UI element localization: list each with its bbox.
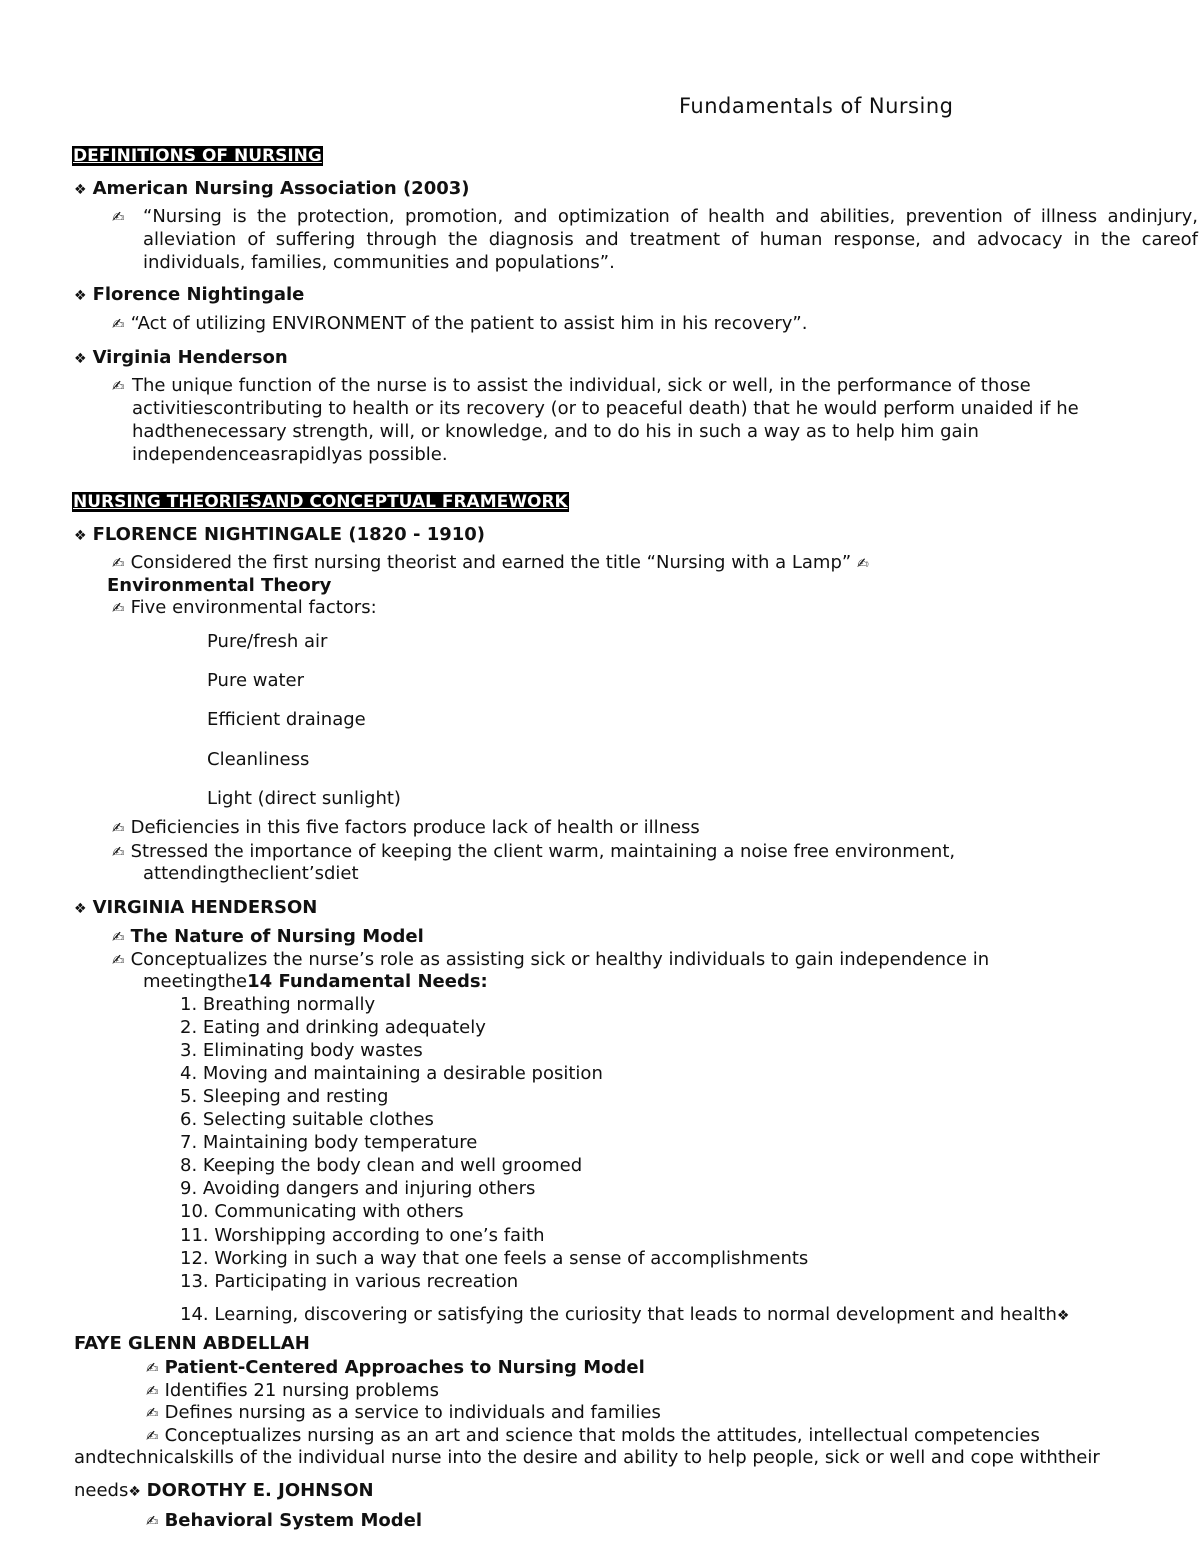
need-item: 3. Eliminating body wastes [180, 1040, 423, 1061]
bullet-icon: ✍ [856, 556, 869, 572]
fga-point-art-end: needs❖ DOROTHY E. JOHNSON [74, 1480, 374, 1501]
dej-model-name: ✍ Behavioral System Model [146, 1509, 422, 1533]
need-item: 4. Moving and maintaining a desirable position [180, 1063, 603, 1084]
factor-item: Cleanliness [207, 749, 310, 770]
fn-theory-name: Environmental Theory [107, 575, 332, 596]
fn-point-lamp: ✍ Considered the first nursing theorist and earned the title “Nursing with a Lamp” ✍ [112, 551, 869, 576]
diamond-icon: ❖ [128, 1484, 141, 1500]
vh-point-role-cont: meetingthe14 Fundamental Needs: [143, 971, 488, 992]
heading-faye-glenn-abdellah: FAYE GLENN ABDELLAH [74, 1333, 310, 1354]
fn-point-warm-cont: attendingtheclient’sdiet [143, 863, 359, 884]
heading-ana: ❖ American Nursing Association (2003) [74, 177, 470, 202]
factor-item: Pure water [207, 670, 305, 691]
vh-model-name: ✍ The Nature of Nursing Model [112, 925, 424, 949]
factor-item: Light (direct sunlight) [207, 788, 401, 809]
fn-point-deficiencies: ✍ Deficiencies in this five factors produce lack of health or illness [112, 816, 700, 840]
need-item: 10. Communicating with others [180, 1201, 464, 1222]
heading-dorothy-johnson: DOROTHY E. JOHNSON [146, 1480, 374, 1501]
fga-point-problems: ✍ Identifies 21 nursing problems [146, 1379, 439, 1403]
fn-point-warm: ✍ Stressed the importance of keeping the client warm, maintaining a noise free environment, [112, 840, 955, 864]
henderson-definition: The unique function of the nurse is to assist the individual, sick or well, in the performance of those activitiescontributing to health or its recovery (or to peaceful death) that he would perform unaided if he hadthenecessary strength, will, or knowledge, and to do his in such a way as to help him gain independenceasrapidlyas possible. [132, 375, 1079, 465]
fga-point-art: ✍ Conceptualizes nursing as an art and science that molds the attitudes, intellectual competencies [146, 1424, 1040, 1448]
bullet-icon [112, 374, 131, 398]
page-title: Fundamentals of Nursing [679, 94, 954, 118]
need-item: 9. Avoiding dangers and injuring others [180, 1178, 536, 1199]
bullet-icon [112, 205, 131, 229]
nightingale-definition: ✍ “Act of utilizing ENVIRONMENT of the patient to assist him in his recovery”. [112, 312, 807, 336]
need-item: 14. Learning, discovering or satisfying the curiosity that leads to normal development and health❖ [180, 1304, 1070, 1325]
heading-florence-nightingale: ❖ FLORENCE NIGHTINGALE (1820 - 1910) [74, 523, 485, 548]
heading-henderson-def: ❖ Virginia Henderson [74, 346, 288, 371]
heading-nightingale-def: ❖ Florence Nightingale [74, 283, 304, 308]
need-item: 7. Maintaining body temperature [180, 1132, 478, 1153]
factor-item: Pure/fresh air [207, 631, 328, 652]
need-item: 8. Keeping the body clean and well groomed [180, 1155, 583, 1176]
section-header-definitions: DEFINITIONS OF NURSING [73, 146, 322, 166]
need-item: 12. Working in such a way that one feels a sense of accomplishments [180, 1248, 809, 1269]
fn-point-factors: ✍ Five environmental factors: [112, 596, 377, 620]
need-item: 13. Participating in various recreation [180, 1271, 519, 1292]
diamond-icon: ❖ [1056, 1308, 1070, 1324]
fga-model-name: ✍ Patient-Centered Approaches to Nursing Model [146, 1356, 645, 1380]
heading-virginia-henderson: ❖ VIRGINIA HENDERSON [74, 896, 317, 921]
need-item: 11. Worshipping according to one’s faith [180, 1225, 545, 1246]
need-item: 5. Sleeping and resting [180, 1086, 389, 1107]
ana-definition: “Nursing is the protection, promotion, and optimization of health and abilities, prevention of illness andinjury, alleviation of suffering through the diagnosis and treatment of human response, and advocacy in the careof individuals, families, communities and populations”. [143, 206, 1198, 273]
need-item: 1. Breathing normally [180, 994, 376, 1015]
factor-item: Efficient drainage [207, 709, 366, 730]
fga-point-service: ✍ Defines nursing as a service to individuals and families [146, 1401, 661, 1425]
need-item: 2. Eating and drinking adequately [180, 1017, 486, 1038]
fga-point-art-cont: andtechnicalskills of the individual nurse into the desire and ability to help people, sick or well and cope withtheir [74, 1447, 1100, 1468]
need-item: 6. Selecting suitable clothes [180, 1109, 434, 1130]
vh-point-role: ✍ Conceptualizes the nurse’s role as assisting sick or healthy individuals to gain independence in [112, 948, 989, 972]
section-header-theories: NURSING THEORIESAND CONCEPTUAL FRAMEWORK [73, 492, 568, 512]
